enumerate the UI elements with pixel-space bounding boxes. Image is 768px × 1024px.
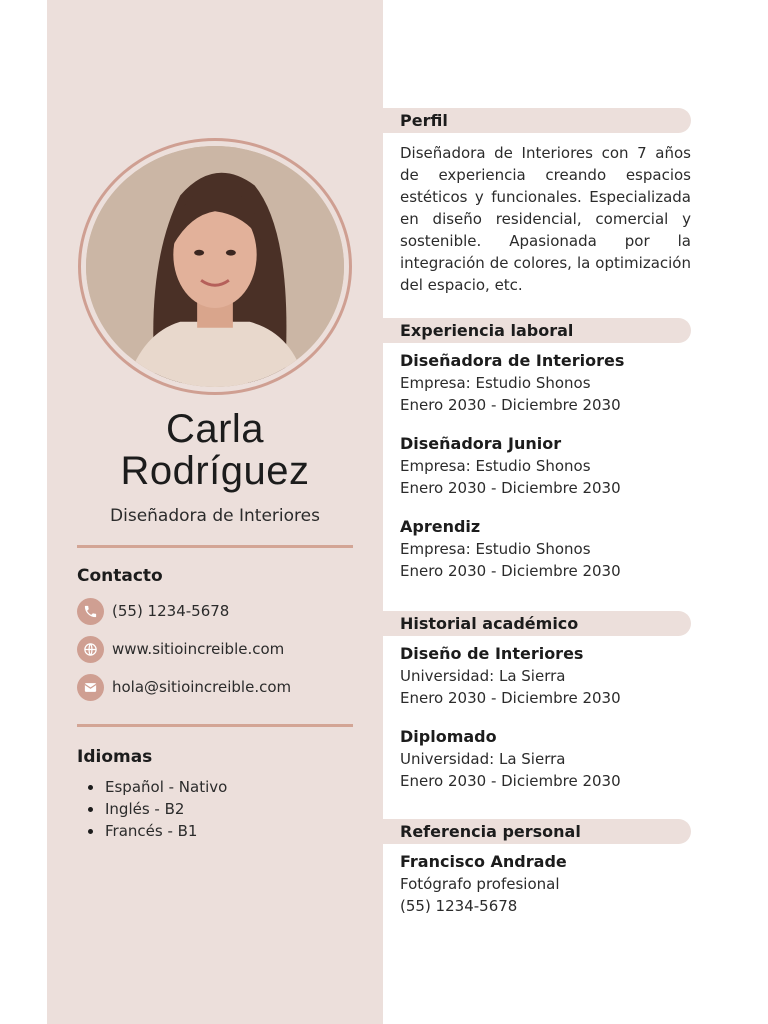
- reference-section-header: [383, 819, 691, 844]
- contact-email: [77, 674, 291, 700]
- entry-dates: Enero 2030 - Diciembre 2030: [400, 689, 621, 707]
- section-title: Referencia personal: [400, 822, 581, 841]
- contact-website-text[interactable]: www.sitioincreible.com: [112, 640, 285, 658]
- section-title: Perfil: [400, 111, 448, 130]
- experience-entry: [400, 350, 691, 416]
- experience-section-header: [383, 318, 691, 343]
- person-name: [47, 408, 383, 492]
- entry-title: Diseñadora de Interiores: [400, 351, 625, 370]
- entry-school: Universidad: La Sierra: [400, 667, 566, 685]
- entry-title: Diseño de Interiores: [400, 644, 584, 663]
- globe-icon: [77, 636, 104, 663]
- portrait-illustration: [86, 146, 344, 387]
- experience-entry: [400, 516, 691, 582]
- languages-heading: Idiomas: [77, 747, 153, 767]
- entry-title: Aprendiz: [400, 517, 481, 536]
- first-name: Carla: [165, 407, 265, 451]
- last-name: Rodríguez: [120, 449, 310, 493]
- profile-photo: [86, 146, 344, 387]
- section-title: Historial académico: [400, 614, 579, 633]
- main-column: [383, 0, 768, 1024]
- list-item: Español - Nativo: [77, 776, 227, 798]
- sidebar: [47, 0, 383, 1024]
- entry-school: Universidad: La Sierra: [400, 750, 566, 768]
- contact-phone-text: (55) 1234-5678: [112, 602, 230, 620]
- person-role: Diseñadora de Interiores: [110, 506, 320, 526]
- list-item: Inglés - B2: [77, 798, 227, 820]
- reference-occupation: Fotógrafo profesional: [400, 875, 560, 893]
- education-entry: [400, 726, 691, 792]
- reference-entry: [400, 851, 691, 917]
- section-title: Experiencia laboral: [400, 321, 574, 340]
- profile-photo-frame: [78, 138, 352, 395]
- list-item: Francés - B1: [77, 820, 227, 842]
- mail-icon: [77, 674, 104, 701]
- entry-company: Empresa: Estudio Shonos: [400, 457, 591, 475]
- education-section-header: [383, 611, 691, 636]
- contact-website: [77, 636, 284, 662]
- entry-dates: Enero 2030 - Diciembre 2030: [400, 772, 621, 790]
- profile-section-header: [383, 108, 691, 133]
- entry-company: Empresa: Estudio Shonos: [400, 540, 591, 558]
- phone-icon: [77, 598, 104, 625]
- languages-list: [77, 776, 227, 842]
- experience-entry: [400, 433, 691, 499]
- reference-phone: (55) 1234-5678: [400, 897, 518, 915]
- entry-company: Empresa: Estudio Shonos: [400, 374, 591, 392]
- profile-text: Diseñadora de Interiores con 7 años de experiencia creando espacios estéticos y funcionales. Especializada en diseño residencial, comercial y sostenible. Apasionada por la integración de colores, la optimización del espacio, etc.: [400, 144, 691, 294]
- divider: [77, 545, 353, 548]
- contact-phone: [77, 598, 229, 624]
- entry-title: Diplomado: [400, 727, 497, 746]
- contact-heading: Contacto: [77, 566, 163, 586]
- reference-name: Francisco Andrade: [400, 852, 567, 871]
- contact-email-text[interactable]: hola@sitioincreible.com: [112, 678, 292, 696]
- entry-dates: Enero 2030 - Diciembre 2030: [400, 562, 621, 580]
- entry-title: Diseñadora Junior: [400, 434, 562, 453]
- entry-dates: Enero 2030 - Diciembre 2030: [400, 396, 621, 414]
- divider: [77, 724, 353, 727]
- education-entry: [400, 643, 691, 709]
- entry-dates: Enero 2030 - Diciembre 2030: [400, 479, 621, 497]
